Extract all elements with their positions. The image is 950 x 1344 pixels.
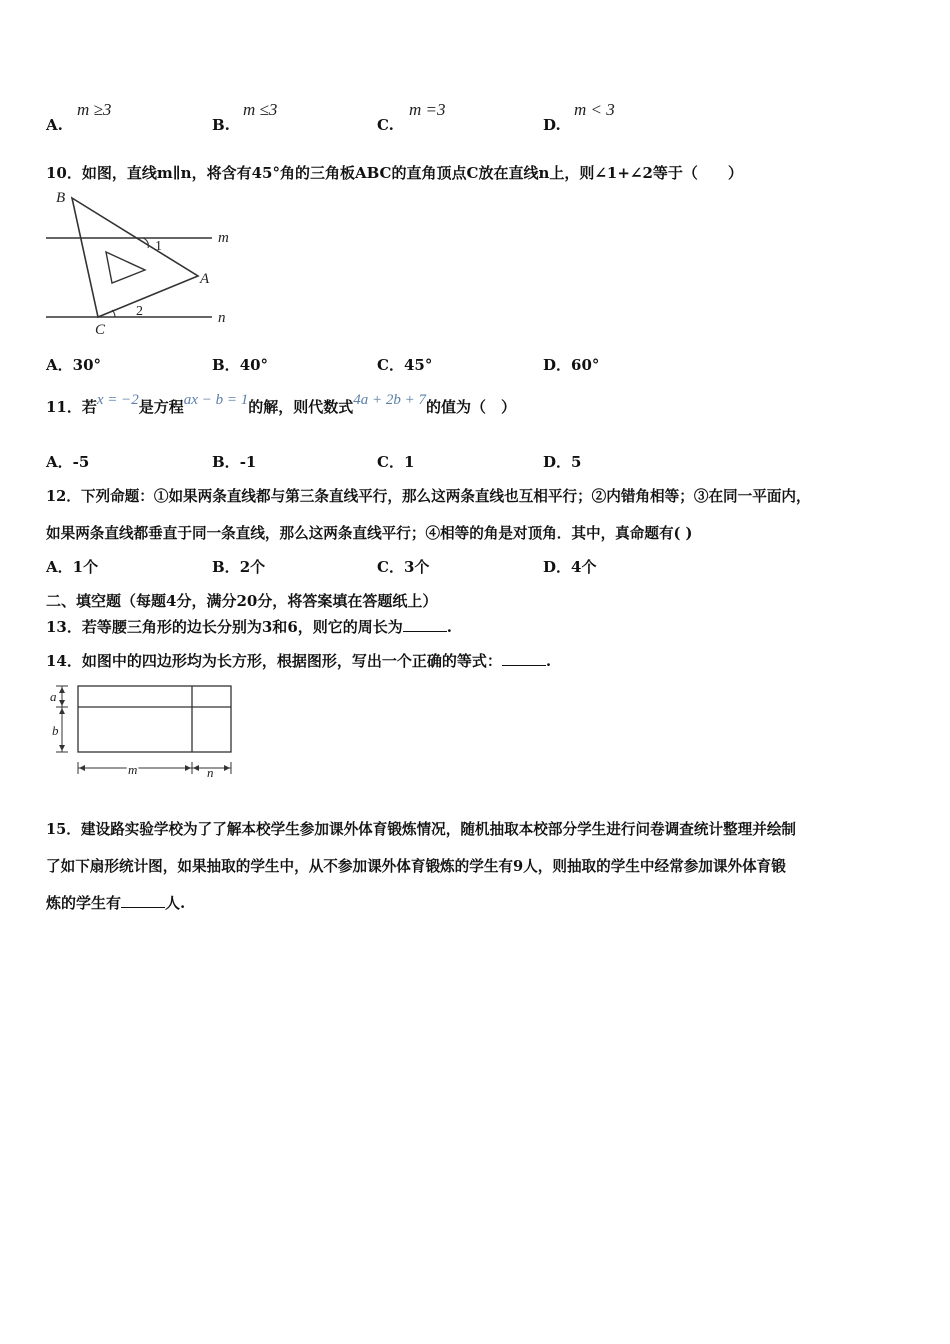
q11-option-c (377, 451, 414, 472)
q12-option-b-value: 2个 (239, 558, 266, 576)
q9-option-b-expr: m ≤3 (243, 100, 278, 119)
q15-line-2: 了如下扇形统计图，如果抽取的学生中，从不参加课外体育锻炼的学生有9人，则抽取的学生中经常参加课外体育锻 (46, 858, 786, 875)
q11-option-b (212, 451, 256, 472)
q12-option-a-value: 1个 (72, 558, 99, 576)
q11-text-2: 是方程 (138, 398, 184, 416)
q9-option-b-letter: B. (212, 116, 230, 134)
q11-option-d (543, 451, 581, 472)
q15-line-3-end: 人. (165, 894, 186, 912)
q11-math-3: 4a + 2b + 7 (353, 392, 426, 408)
q11-math-2: ax − b = 1 (183, 392, 249, 408)
label-n: n (218, 310, 226, 326)
triangle-abc (72, 198, 198, 317)
q11-option-d-letter: D． (543, 453, 572, 471)
q10-option-c (377, 354, 432, 375)
q10-option-d-value: 60° (571, 356, 600, 374)
q11-option-b-value: -1 (239, 453, 257, 471)
arrow-a-bottom (59, 700, 65, 706)
q11-text-1: 11．若 (46, 398, 97, 416)
q15-line-1: 15．建设路实验学校为了了解本校学生参加课外体育锻炼情况，随机抽取本校部分学生进行问卷调查统计整理并绘制 (46, 821, 797, 838)
q12-line-1: 12．下列命题：①如果两条直线都与第三条直线平行，那么这两条直线也互相平行；②内错角相等；③在同一平面内， (46, 488, 811, 505)
q9-option-c-expr: m =3 (409, 100, 446, 119)
arrow-m-left (79, 765, 85, 771)
q10-figure (40, 186, 240, 341)
inner-triangle (106, 252, 145, 283)
label-c: C (95, 322, 106, 338)
label-angle-1: 1 (155, 239, 162, 254)
q12-option-a-letter: A． (46, 558, 73, 576)
arrow-a-top (59, 687, 65, 693)
q12-option-d-value: 4个 (571, 558, 597, 576)
q13-stem (46, 616, 452, 637)
q12-option-b (212, 556, 265, 577)
q11-option-a (46, 451, 89, 472)
q11-math-1: x = −2 (96, 392, 139, 408)
q12-line-2: 如果两条直线都垂直于同一条直线，那么这两条直线平行；④相等的角是对顶角．其中，真命题有( ) (46, 525, 693, 542)
q14-answer-blank[interactable] (502, 651, 546, 666)
q10-option-b (212, 354, 268, 375)
q11-option-d-value: 5 (571, 453, 582, 471)
q15-line-3 (46, 892, 185, 913)
q13-text: 13．若等腰三角形的边长分别为3和6，则它的周长为 (46, 618, 403, 636)
arrow-n-right (224, 765, 230, 771)
q10-option-a-letter: A． (46, 356, 73, 374)
q15-line-3-text: 炼的学生有 (46, 894, 122, 912)
q10-option-a (46, 354, 101, 375)
q11-option-a-letter: A． (46, 453, 73, 471)
label-angle-2: 2 (136, 304, 143, 319)
q12-option-c-value: 3个 (403, 558, 430, 576)
q12-option-c (377, 556, 429, 577)
q10-option-d-letter: D． (543, 356, 572, 374)
label-m: m (128, 762, 138, 777)
label-a: A (200, 271, 210, 287)
outer-rectangle (78, 686, 231, 752)
q10-option-b-value: 40° (239, 356, 269, 374)
label-b: B (56, 190, 66, 206)
q11-options (0, 451, 950, 473)
q10-options (0, 354, 950, 376)
q10-option-c-letter: C． (377, 356, 404, 374)
label-m: m (218, 230, 229, 246)
label-b: b (52, 723, 59, 738)
q14-figure (44, 680, 238, 782)
arrow-m-right (185, 765, 191, 771)
q10-option-a-value: 30° (72, 356, 102, 374)
q13-answer-blank[interactable] (403, 617, 447, 632)
q11-option-a-value: -5 (72, 453, 90, 471)
arrow-b-bottom (59, 745, 65, 751)
q14-text: 14．如图中的四边形均为长方形，根据图形，写出一个正确的等式： (46, 652, 502, 670)
q9-option-a-expr: m ≥3 (77, 100, 112, 119)
label-n: n (207, 765, 214, 780)
q12-option-b-letter: B． (212, 558, 240, 576)
q12-option-a (46, 556, 98, 577)
q10-option-b-letter: B． (212, 356, 240, 374)
q12-option-c-letter: C． (377, 558, 404, 576)
arrow-n-left (193, 765, 199, 771)
q11-option-c-value: 1 (403, 453, 415, 471)
q11-option-c-letter: C． (377, 453, 404, 471)
q9-option-d-letter: D. (543, 116, 561, 134)
q13-period: . (446, 618, 452, 636)
q11-text-3: 的解，则代数式 (248, 398, 354, 416)
q14-period: . (545, 652, 552, 670)
label-a: a (50, 689, 57, 704)
q10-option-d (543, 354, 599, 375)
q10-stem: 10．如图，直线m∥n，将含有45°角的三角板ABC的直角顶点C放在直线n上，则∠1+∠2等于（ ） (46, 164, 743, 182)
q9-option-a-letter: A. (46, 116, 63, 134)
q12-option-d-letter: D． (543, 558, 572, 576)
q9-option-c-letter: C. (377, 116, 394, 134)
q15-answer-blank[interactable] (121, 893, 165, 908)
q12-options (0, 556, 950, 578)
q9-option-d-expr: m < 3 (574, 100, 615, 119)
q11-option-b-letter: B． (212, 453, 240, 471)
q9-options (0, 96, 950, 136)
q11-text-4: 的值为（ ） (425, 398, 516, 416)
q10-option-c-value: 45° (403, 356, 433, 374)
q11-stem (46, 392, 516, 422)
q14-stem (46, 650, 551, 671)
section-2-heading: 二、填空题（每题4分，满分20分，将答案填在答题纸上） (46, 592, 438, 610)
arrow-b-top (59, 708, 65, 714)
q12-option-d (543, 556, 596, 577)
